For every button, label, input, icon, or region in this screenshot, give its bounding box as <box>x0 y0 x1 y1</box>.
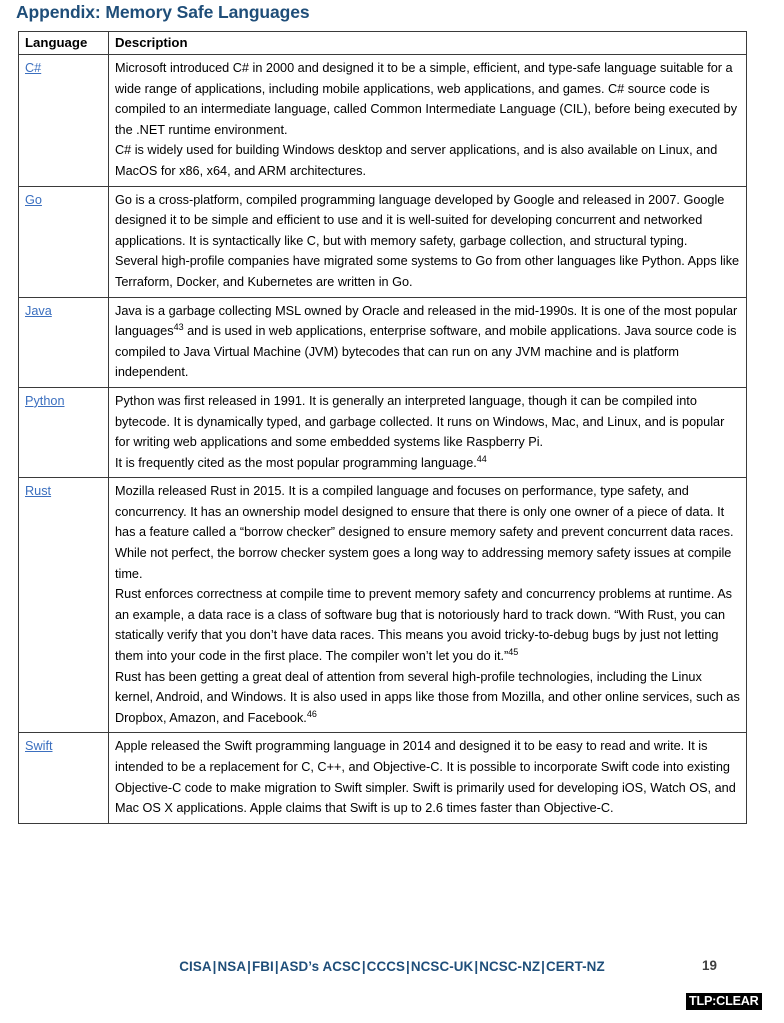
footer-separator: | <box>361 959 366 974</box>
footnote-marker-43[interactable]: 43 <box>173 321 184 332</box>
language-link-python[interactable]: Python <box>25 393 65 408</box>
footer-agency-list <box>0 959 784 974</box>
language-cell <box>19 733 109 823</box>
footer-separator: | <box>474 959 479 974</box>
description-paragraph <box>115 584 741 666</box>
description-paragraph <box>115 301 741 383</box>
language-link-swift[interactable]: Swift <box>25 739 53 754</box>
table-row <box>19 478 747 733</box>
description-cell <box>109 297 747 387</box>
footer-separator: | <box>247 959 251 974</box>
description-paragraph: C# is widely used for building Windows desktop and server applications, and is also available on Linux, and MacOS for x86, x64, and ARM architectures. <box>115 143 718 178</box>
footnote-marker-44[interactable]: 44 <box>476 453 487 464</box>
footer-agency-fbi: FBI <box>251 959 274 974</box>
table-header-row <box>19 32 747 55</box>
description-text: Rust has been getting a great deal of attention from several high-profile technologies, including the Linux kernel, Android, and Windows. It is also used in apps like those from Mozilla, and other online services, such as Dropbox, Amazon, and Facebook. <box>115 669 740 725</box>
footnote-marker-45[interactable]: 45 <box>508 646 519 657</box>
footer-separator: | <box>406 959 410 974</box>
description-paragraph: Mozilla released Rust in 2015. It is a compiled language and focuses on performance, type safety, and concurrency. It has an ownership model designed to ensure that there is only one owner of a piece of data. It has a feature called a “borrow checker” designed to ensure memory safety and prevent concurrent data races. While not perfect, the borrow checker system goes a long way to addressing memory safety issues at compile time. <box>115 484 734 581</box>
description-cell <box>109 733 747 823</box>
description-cell <box>109 55 747 187</box>
description-paragraph <box>115 667 741 729</box>
footer-separator: | <box>541 959 545 974</box>
language-cell <box>19 478 109 733</box>
footer-separator: | <box>212 959 217 974</box>
language-link-rust[interactable]: Rust <box>25 484 52 499</box>
footer-agency-cert-nz: CERT-NZ <box>546 959 605 974</box>
footer-agency-ncsc-nz: NCSC-NZ <box>479 959 541 974</box>
description-paragraph: Go is a cross-platform, compiled programming language developed by Google and released in 2007. Google designed it to be simple and efficient to use and it is well-suited for developing concurrent and networked applications. It is syntactically like C, but with memory safety, garbage collection, and structural typing. <box>115 192 725 248</box>
language-link-go[interactable]: Go <box>25 192 42 207</box>
table-row <box>19 387 747 477</box>
footnote-marker-46[interactable]: 46 <box>306 708 317 719</box>
description-cell <box>109 186 747 297</box>
footer-agency-cccs: CCCS <box>366 959 406 974</box>
table-row <box>19 55 747 187</box>
footer-agency-cisa: CISA <box>179 959 212 974</box>
footer-agency-nsa: NSA <box>217 959 247 974</box>
description-paragraph <box>115 453 741 474</box>
description-paragraph: Python was first released in 1991. It is generally an interpreted language, though it can be compiled into bytecode. It is dynamically typed, and garbage collected. It runs on Windows, Mac, and Linux, and is popular for writing web applications and some embedded systems like Raspberry Pi. <box>115 393 725 450</box>
tlp-clear-badge: TLP:CLEAR <box>686 993 762 1010</box>
description-cell <box>109 387 747 477</box>
language-link-csharp[interactable]: C# <box>25 61 42 75</box>
page-title: Appendix: Memory Safe Languages <box>16 2 310 22</box>
column-header-language: Language <box>19 32 109 55</box>
table-row <box>19 186 747 297</box>
footer-separator: | <box>274 959 279 974</box>
column-header-description: Description <box>109 32 747 55</box>
description-paragraph: Apple released the Swift programming language in 2014 and designed it to be easy to read and write. It is intended to be a replacement for C, C++, and Objective-C. It is possible to incorporate Swift code into existing Objective-C code to make migration to Swift simpler. Swift is primarily used for developing iOS, Watch OS, and Mac OS X applications. Apple claims that Swift is up to 2.6 times faster than Objective-C. <box>115 739 736 816</box>
memory-safe-languages-table <box>18 31 747 824</box>
language-cell <box>19 55 109 187</box>
description-text: Java is a garbage collecting MSL owned by Oracle and released in the mid-1990s. It is one of the most popular languages <box>115 303 738 339</box>
table-row <box>19 297 747 387</box>
page-number: 19 <box>702 958 717 973</box>
language-cell <box>19 387 109 477</box>
table-row <box>19 733 747 823</box>
description-text: Rust enforces correctness at compile time to prevent memory safety and concurrency problems at runtime. As an example, a data race is a class of software bug that is notoriously hard to track down. “With Rust, you can statically verify that you don’t have data races. This means you avoid tricky-to-debug bugs by just not letting them into your code in the first place. The compiler won’t let you do it.” <box>115 587 733 664</box>
footer-agency-asd-acsc: ASD’s ACSC <box>279 959 361 974</box>
footer-agency-ncsc-uk: NCSC-UK <box>410 959 474 974</box>
language-cell <box>19 186 109 297</box>
description-text-continued: and is used in web applications, enterprise software, and mobile applications. Java source code is compiled to Java Virtual Machine (JVM) bytecodes that can run on any JVM machine and is platform independent. <box>115 324 737 380</box>
description-cell <box>109 478 747 733</box>
description-paragraph: Microsoft introduced C# in 2000 and designed it to be a simple, efficient, and type-safe language suitable for a wide range of applications, including mobile applications, web applications, and games. C# source code is compiled to an intermediate language, called Common Intermediate Language (CIL), before being executed by the .NET runtime environment. <box>115 61 738 137</box>
language-link-java[interactable]: Java <box>25 303 52 318</box>
description-text: It is frequently cited as the most popular programming language. <box>115 455 477 470</box>
language-cell <box>19 297 109 387</box>
description-paragraph: Several high-profile companies have migrated some systems to Go from other languages like Python. Apps like Terraform, Docker, and Kubernetes are written in Go. <box>115 254 740 289</box>
